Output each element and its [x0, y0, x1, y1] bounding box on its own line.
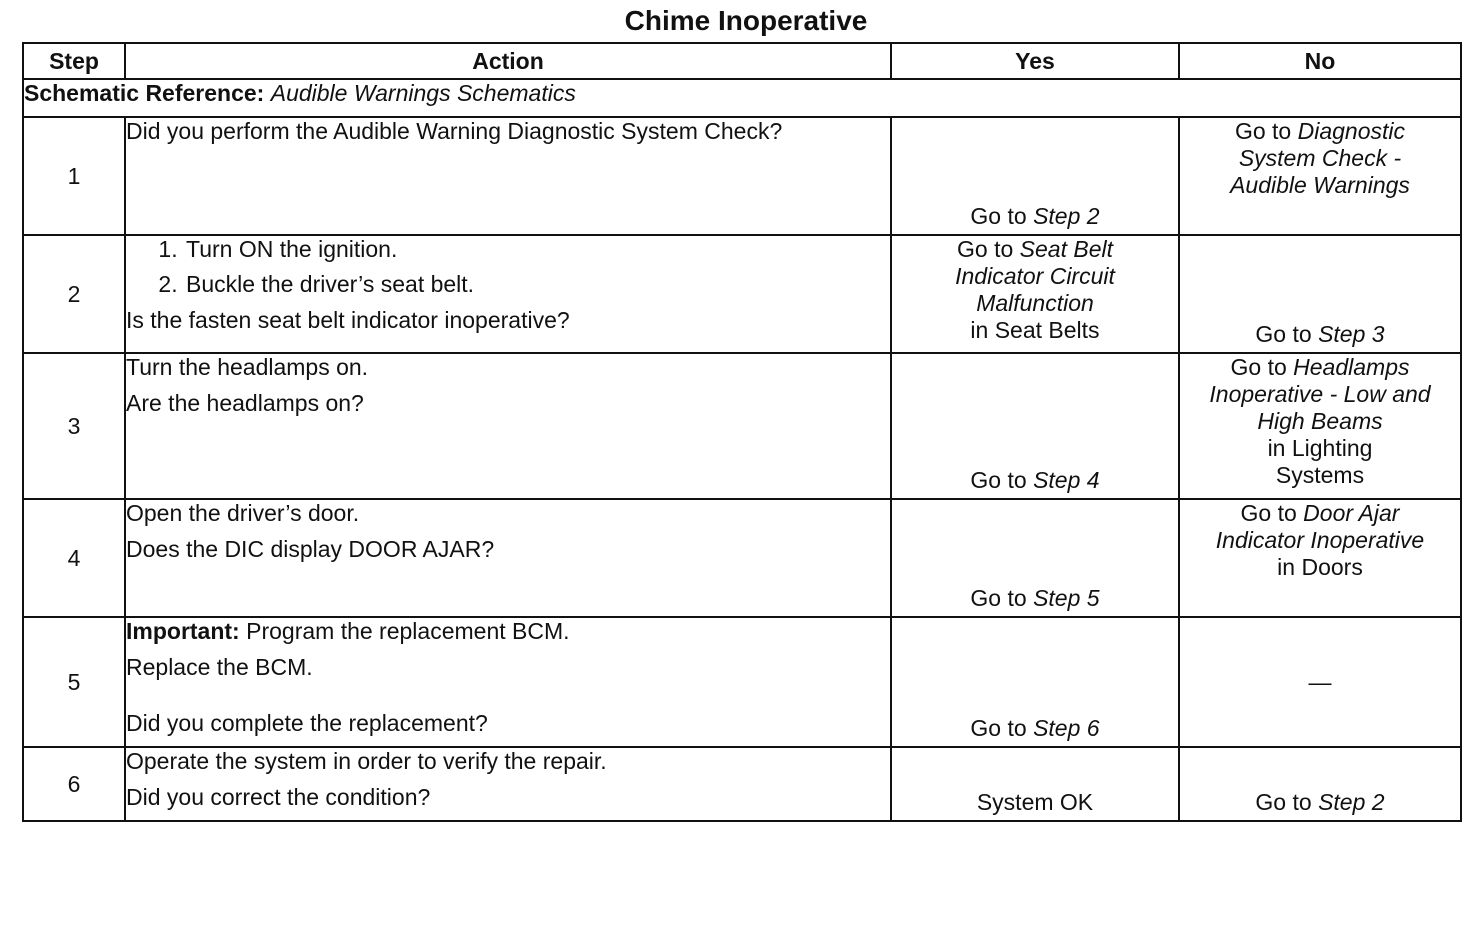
yes-cell — [891, 117, 1179, 235]
action-question: Did you perform the Audible Warning Diagnostic System Check? — [126, 118, 783, 144]
no-prefix: Go to — [1234, 118, 1298, 144]
yes-cell — [891, 499, 1179, 617]
no-link[interactable]: Step 2 — [1318, 789, 1385, 815]
step-number: 3 — [23, 353, 125, 499]
no-cell — [1179, 499, 1461, 617]
table-row — [23, 617, 1461, 747]
action-cell — [125, 353, 891, 499]
yes-prefix: Go to — [970, 585, 1034, 611]
yes-link[interactable]: Indicator Circuit — [955, 263, 1115, 289]
yes-link[interactable]: Step 4 — [1033, 467, 1100, 493]
no-link[interactable]: High Beams — [1257, 408, 1383, 434]
header-step: Step — [23, 43, 125, 79]
action-instruction: Turn the headlamps on. — [126, 354, 369, 380]
yes-prefix: Go to — [970, 203, 1034, 229]
no-cell — [1179, 617, 1461, 747]
diagnostic-table — [22, 42, 1462, 822]
no-link[interactable]: Door Ajar — [1303, 500, 1400, 526]
yes-link[interactable]: Step 2 — [1033, 203, 1100, 229]
yes-prefix: Go to — [957, 236, 1020, 262]
yes-link[interactable]: Seat Belt — [1019, 236, 1113, 262]
schematic-value: Audible Warnings Schematics — [270, 80, 576, 106]
important-note — [126, 618, 890, 645]
action-cell — [125, 617, 891, 747]
no-cell — [1179, 747, 1461, 821]
yes-cell — [891, 747, 1179, 821]
step-number: 6 — [23, 747, 125, 821]
no-link[interactable]: System Check - — [1238, 145, 1402, 171]
step-number: 2 — [23, 235, 125, 353]
yes-suffix: in Seat Belts — [970, 317, 1100, 343]
table-row — [23, 117, 1461, 235]
no-prefix: Go to — [1255, 789, 1319, 815]
no-link[interactable]: Indicator Inoperative — [1215, 527, 1425, 553]
no-link[interactable]: Audible Warnings — [1230, 172, 1410, 198]
no-suffix: in Doors — [1277, 554, 1363, 580]
action-steps-list — [126, 236, 890, 298]
no-prefix: Go to — [1230, 354, 1294, 380]
yes-cell — [891, 235, 1179, 353]
no-suffix: in Lighting — [1267, 435, 1373, 461]
yes-cell — [891, 353, 1179, 499]
important-label: Important: — [126, 618, 240, 644]
action-cell — [125, 117, 891, 235]
yes-prefix: Go to — [970, 715, 1034, 741]
yes-link[interactable]: Step 5 — [1033, 585, 1100, 611]
action-question: Did you complete the replacement? — [126, 710, 488, 736]
no-suffix: Systems — [1275, 462, 1365, 488]
table-row — [23, 747, 1461, 821]
action-step: 1. Turn ON the ignition. — [184, 236, 890, 263]
no-link[interactable]: Headlamps — [1293, 354, 1410, 380]
action-question: Is the fasten seat belt indicator inoperative? — [126, 307, 570, 333]
no-dash: — — [1308, 668, 1332, 695]
yes-link[interactable]: Step 6 — [1033, 715, 1100, 741]
action-instruction: Operate the system in order to verify the repair. — [126, 748, 607, 774]
header-no: No — [1179, 43, 1461, 79]
table-row — [23, 235, 1461, 353]
step-number: 5 — [23, 617, 125, 747]
table-row — [23, 499, 1461, 617]
important-text: Program the replacement BCM. — [239, 618, 570, 644]
yes-prefix: Go to — [970, 467, 1034, 493]
action-question: Did you correct the condition? — [126, 784, 431, 810]
action-cell — [125, 499, 891, 617]
no-cell — [1179, 353, 1461, 499]
action-question: Are the headlamps on? — [126, 390, 364, 416]
no-cell — [1179, 117, 1461, 235]
yes-cell — [891, 617, 1179, 747]
action-step: 2. Buckle the driver’s seat belt. — [184, 271, 890, 298]
action-instruction: Replace the BCM. — [126, 654, 313, 680]
schematic-reference — [23, 79, 1461, 117]
table-row — [23, 353, 1461, 499]
header-row — [23, 43, 1461, 79]
no-link[interactable]: Diagnostic — [1297, 118, 1406, 144]
page-title: Chime Inoperative — [624, 5, 868, 36]
step-number: 1 — [23, 117, 125, 235]
action-question: Does the DIC display DOOR AJAR? — [126, 536, 495, 562]
header-yes: Yes — [891, 43, 1179, 79]
action-cell — [125, 747, 891, 821]
schematic-label: Schematic Reference: — [24, 80, 265, 106]
no-link[interactable]: Inoperative - Low and — [1209, 381, 1431, 407]
no-cell — [1179, 235, 1461, 353]
yes-link[interactable]: Malfunction — [976, 290, 1094, 316]
schematic-reference-row — [23, 79, 1461, 117]
no-link[interactable]: Step 3 — [1318, 321, 1385, 347]
yes-result: System OK — [976, 789, 1094, 815]
action-cell — [125, 235, 891, 353]
header-action: Action — [125, 43, 891, 79]
no-prefix: Go to — [1255, 321, 1319, 347]
action-instruction: Open the driver’s door. — [126, 500, 360, 526]
step-number: 4 — [23, 499, 125, 617]
no-prefix: Go to — [1240, 500, 1304, 526]
